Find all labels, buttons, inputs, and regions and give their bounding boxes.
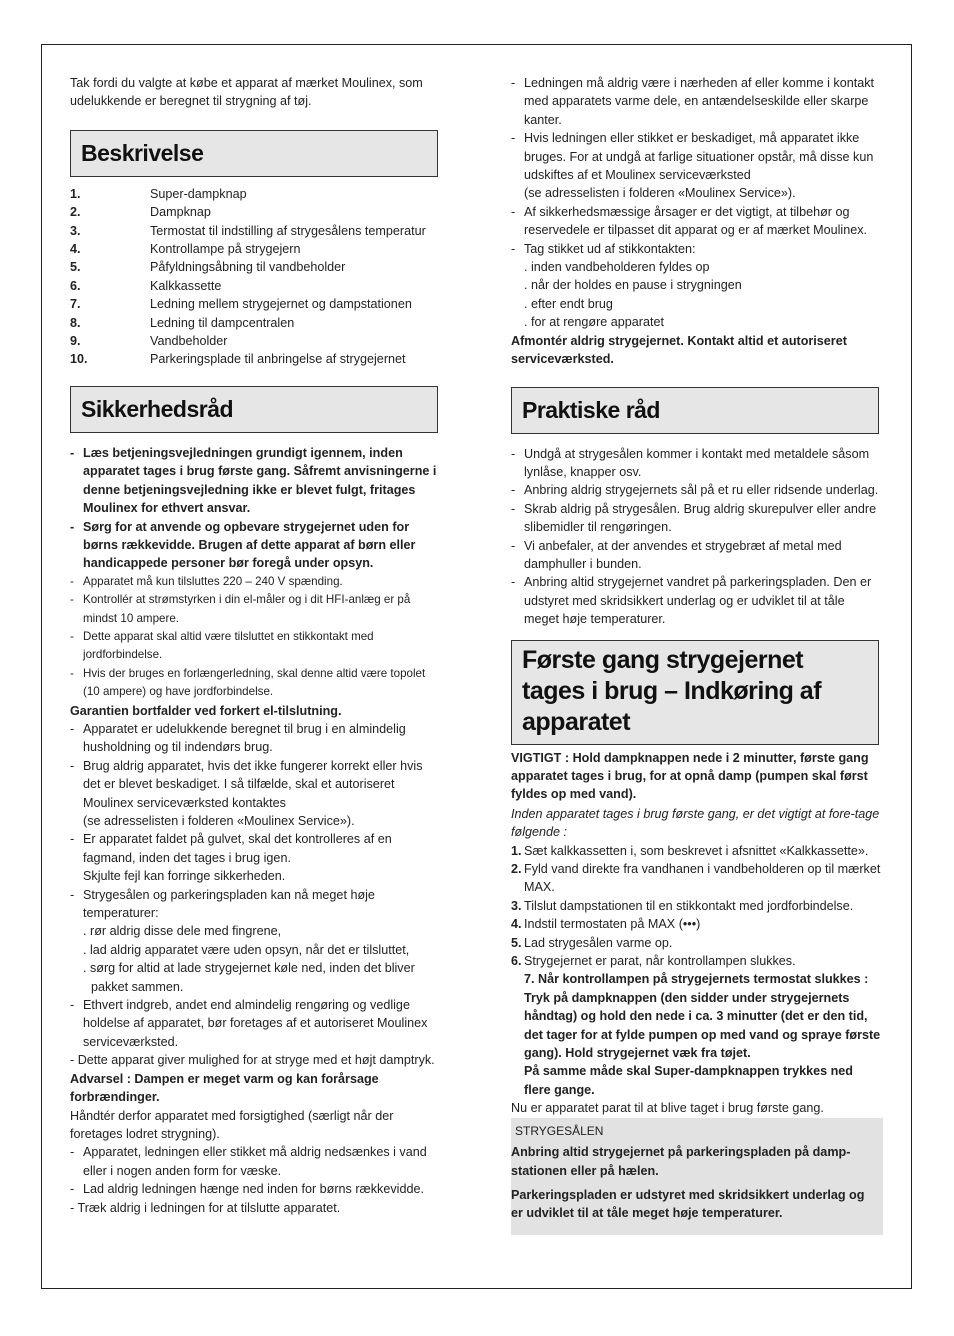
left-column <box>70 74 440 1217</box>
safety-item: - Strygesålen og parkeringspladen kan nå meget høje temperaturer: <box>70 886 440 923</box>
strygesaalen-box <box>511 1118 883 1235</box>
steps-list <box>511 842 881 971</box>
practical-item: - Anbring altid strygejernet vandret på parkeringspladen. Den er udstyret med skridsikkert underlag og er udviklet til at tåle meget høje temperaturer. <box>511 573 881 628</box>
description-item-number: 9. <box>70 334 81 349</box>
step-item <box>511 860 881 897</box>
description-item-label: Kalkkassette <box>150 278 222 293</box>
description-item <box>70 295 440 313</box>
safety-subitem: . rør aldrig disse dele med fingrene, <box>83 924 282 939</box>
safety-item: - Hvis ledningen eller stikket er beskadiget, må apparatet ikke bruges. For at undgå at farlige situationer opstår, må disse kun udskiftes af et Moulinex serviceværksted <box>511 129 881 184</box>
section-heading-sikkerhed <box>70 386 438 433</box>
safety-item: - Af sikkerhedsmæssige årsager er det vigtigt, at tilbehør og reservedele er tilpasset dit apparat og er af mærket Moulinex. <box>511 203 881 240</box>
step-7: 7. Når kontrollampen på strygejernets termostat slukkes : Tryk på dampknappen (den sidder under strygejernets håndtag) og hold den nede i ca. 3 minutter (det er den tid, det tager for at fylde pumpen op med vand og sprayе første gang). Hold strygejernet væk fra tøjet. <box>524 972 881 1061</box>
step-number: 2. <box>511 862 522 876</box>
important-note: VIGTIGT : Hold dampknappen nede i 2 minutter, første gang apparatet tages i brug, for at opnå damp (pumpen skal først fyldes op med vand). <box>511 750 869 802</box>
description-item-number: 5. <box>70 260 81 275</box>
ready-note: Nu er apparatet parat til at blive taget i brug første gang. <box>511 1101 824 1116</box>
description-item-number: 8. <box>70 315 81 330</box>
safety-item: - Læs betjeningsvejledningen grundigt igennem, inden apparatet tages i brug første gang. Såfremt anvisningerne i denne betjeningsvejledning ikke er blevet fulgt, fritages Moulinex for ethvert ansvar. <box>70 444 440 518</box>
section-heading-beskrivelse <box>70 130 438 177</box>
sikkerhed-title: Sikkerhedsråd <box>81 395 234 422</box>
description-item-label: Ledning til dampcentralen <box>150 315 295 330</box>
step-item <box>511 934 881 952</box>
practical-item: - Vi anbefaler, at der anvendes et strygebræt af metal med damphuller i bunden. <box>511 537 881 574</box>
step-text: Indstil termostaten på MAX (•••) <box>524 917 701 932</box>
description-item-number: 6. <box>70 278 81 293</box>
dismount-warning: Afmontér aldrig strygejernet. Kontakt altid et autoriseret serviceværksted. <box>511 333 847 367</box>
safety-item-cont: (se adresselisten i folderen «Moulinex Service»). <box>524 186 796 201</box>
step-item <box>511 897 881 915</box>
practical-list <box>511 445 881 629</box>
practical-item: - Anbring aldrig strygejernets sål på et ru eller ridsende underlag. <box>511 481 881 499</box>
safety-item: - Kontrollér at strømstyrken i din el-måler og i dit HFI-anlæg er på mindst 10 ampere. <box>70 591 440 628</box>
step-text: Fyld vand direkte fra vandhanen i vandbeholderen op til mærket MAX. <box>524 862 881 895</box>
safety-item-cont: Skjulte fejl kan forringe sikkerheden. <box>83 869 286 884</box>
intro-note: Inden apparatet tages i brug første gang, er det vigtigt at fore-tage følgende : <box>511 806 880 840</box>
safety-subitem: . inden vandbeholderen fyldes op <box>524 260 710 275</box>
safety-item: - Apparatet, ledningen eller stikket må aldrig nedsænkes i vand eller i nogen anden form for væske. <box>70 1143 440 1180</box>
safety-item: - Dette apparat giver mulighed for at stryge med et højt damptryk. <box>70 1053 435 1068</box>
description-item <box>70 277 440 295</box>
description-item-number: 4. <box>70 242 81 257</box>
strygesaalen-heading: STRYGESÅLEN <box>515 1123 604 1138</box>
step-text: Lad strygesålen varme op. <box>524 935 673 950</box>
safety-item: - Sørg for at anvende og opbevare strygejernet uden for børns rækkevidde. Brugen af dette apparat af børn eller handicappede personer bør foregå under opsyn. <box>70 518 440 573</box>
warning-note: Advarsel : Dampen er meget varm og kan forårsage forbrændinger. <box>70 1071 379 1105</box>
description-item-number: 3. <box>70 223 81 238</box>
forste-gang-title: Første gang strygejernet tages i brug – Indkøring af apparatet <box>522 645 822 736</box>
description-item-label: Dampknap <box>150 205 211 220</box>
safety-item-cont: (se adresselisten i folderen «Moulinex Service»). <box>83 814 355 828</box>
safety-item: - Apparatet er udelukkende beregnet til brug i en almindelig husholdning og til indendørs brug. <box>70 720 440 757</box>
description-item <box>70 185 440 203</box>
safety-subitem: . når der holdes en pause i strygningen <box>524 278 742 293</box>
safety-item: - Lad aldrig ledningen hænge ned inden for børns rækkevidde. <box>70 1180 440 1198</box>
description-item-label: Påfyldningsåbning til vandbeholder <box>150 260 346 275</box>
step-number: 5. <box>511 935 522 950</box>
step-item <box>511 952 881 970</box>
description-item <box>70 350 440 368</box>
intro-text: Tak fordi du valgte at købe et apparat af mærket Moulinex, som udelukkende er beregnet til strygning af tøj. <box>70 76 423 109</box>
step-number: 4. <box>511 917 522 932</box>
description-item-label: Super-dampknap <box>150 186 247 201</box>
step-text: Sæt kalkkassetten i, som beskrevet i afsnittet «Kalkkassette». <box>524 843 869 858</box>
description-item-label: Parkeringsplade til anbringelse af strygejernet <box>150 352 406 367</box>
description-item <box>70 240 440 258</box>
safety-item: - Tag stikket ud af stikkontakten: <box>511 240 881 258</box>
safety-item: - Dette apparat skal altid være tilsluttet en stikkontakt med jordforbindelse. <box>70 628 440 665</box>
description-item-label: Ledning mellem strygejernet og dampstationen <box>150 297 412 312</box>
step-7-cont: På samme måde skal Super-dampknappen trykkes ned flere gange. <box>524 1064 853 1097</box>
description-item-number: 2. <box>70 205 81 220</box>
practical-item: - Undgå at strygesålen kommer i kontakt med metaldele såsom lynlåse, knapper osv. <box>511 445 881 482</box>
section-heading-forste-gang <box>511 640 879 745</box>
step-number: 3. <box>511 898 522 913</box>
step-text: Strygejernet er parat, når kontrollampen slukkes. <box>524 954 796 969</box>
strygesaalen-text-1: Anbring altid strygejernet på parkeringspladen på damp-stationen eller på hælen. <box>511 1145 851 1178</box>
description-item <box>70 332 440 350</box>
safety-item: - Træk aldrig i ledningen for at tilslutte apparatet. <box>70 1200 341 1215</box>
safety-list <box>70 444 440 1217</box>
description-item <box>70 203 440 221</box>
safety-subitem: . lad aldrig apparatet være uden opsyn, når det er tilsluttet, <box>83 942 410 957</box>
safety-item: - Ethvert indgreb, andet end almindelig rengøring og vedlige holdelse af apparatet, bør foretages af et autoriseret Moulinex serviceværksted. <box>70 996 440 1051</box>
safety-subitem: . for at rengøre apparatet <box>524 315 665 330</box>
description-item-number: 7. <box>70 297 81 312</box>
description-item-label: Kontrollampe på strygejern <box>150 242 301 257</box>
step-number: 1. <box>511 843 522 858</box>
description-item-number: 1. <box>70 186 81 201</box>
description-item <box>70 258 440 276</box>
warranty-note: Garantien bortfalder ved forkert el-tilslutning. <box>70 703 342 718</box>
beskrivelse-title: Beskrivelse <box>81 139 204 166</box>
description-item-label: Vandbeholder <box>150 334 228 349</box>
safety-subitem: . sørg for altid at lade strygejernet køle ned, inden det bliver pakket sammen. <box>83 961 415 994</box>
description-item <box>70 222 440 240</box>
practical-item: - Skrab aldrig på strygesålen. Brug aldrig skurepulver eller andre slibemidler til rengøringen. <box>511 500 881 537</box>
description-item <box>70 314 440 332</box>
safety-item: - Hvis der bruges en forlængerledning, skal denne altid være topolet (10 ampere) og have jordforbindelse. <box>70 665 440 702</box>
step-number: 6. <box>511 954 522 969</box>
safety-item: - Er apparatet faldet på gulvet, skal det kontrolleres af en fagmand, inden det tages i brug igen. <box>70 830 440 867</box>
safety-item: - Brug aldrig apparatet, hvis det ikke fungerer korrekt eller hvis det er blevet beskadiget. I så tilfælde, skal et autoriseret Moulinex serviceværksted kontaktes <box>70 757 440 812</box>
first-use-section <box>511 749 881 1118</box>
description-item-number: 10. <box>70 352 88 367</box>
step-item <box>511 842 881 860</box>
section-heading-praktiske <box>511 387 879 434</box>
safety-item: - Ledningen må aldrig være i nærheden af eller komme i kontakt med apparatets varme dele, en antændelseskilde eller skarpe kanter. <box>511 74 881 129</box>
step-text: Tilslut dampstationen til en stikkontakt med jordforbindelse. <box>524 898 854 913</box>
step-item <box>511 915 881 933</box>
praktiske-title: Praktiske råd <box>522 396 660 423</box>
safety-subitem: . efter endt brug <box>524 296 613 311</box>
strygesaalen-text-2: Parkeringspladen er udstyret med skridsikkert underlag og er udviklet til at tåle meget høje temperaturer. <box>511 1187 865 1221</box>
safety-item: - Apparatet må kun tilsluttes 220 – 240 V spænding. <box>70 573 440 591</box>
description-item-label: Termostat til indstilling af strygesålens temperatur <box>150 223 426 238</box>
description-list <box>70 185 440 369</box>
right-column <box>511 74 881 1235</box>
handling-note: Håndtér derfor apparatet med forsigtighed (særligt når der foretages lodret strygning). <box>70 1108 394 1141</box>
